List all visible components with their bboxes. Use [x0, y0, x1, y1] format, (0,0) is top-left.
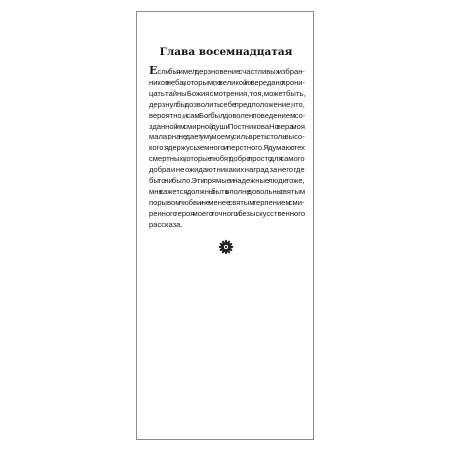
text-line-5: вероятно, и сам Бог был доволен поведением со- — [149, 110, 305, 120]
text-line-8: кого: я держусь земного и перстного. Я думаю о тех — [149, 143, 305, 153]
text-line-9: смертных, которые любят добро просто для самого — [149, 154, 305, 164]
text-line-7: мала; она не дает уму моему силы зреть столь высо- — [149, 132, 305, 142]
chapter-body-text — [149, 66, 305, 231]
text-line-3: цать тайны Божия смотрения, то я, может быть, — [149, 88, 305, 98]
text-line-10: добра и не ожидают никаких наград за него где — [149, 165, 305, 175]
text-line-14: ренного героя моего точного и безыскусственного — [149, 208, 305, 218]
text-line-12: мне кажется, должны быть вполне довольны святым — [149, 186, 305, 196]
flower-ornament-icon — [218, 239, 234, 255]
text-line-1 — [149, 66, 305, 78]
text-line-2: ников неба, которым, по великой их вере, дано прони- — [149, 77, 305, 87]
text-line-1-content: сли бы я имел дерзновение счастливых избран- — [157, 67, 305, 76]
text-line-13: порывом любви и не менее святым терпением сми- — [149, 197, 305, 207]
text-line-15: рассказа. — [149, 219, 183, 229]
text-line-6: зданной им смирной души Постникова. Но вера моя — [149, 121, 305, 131]
text-line-4: дерзнул бы дозволить себе предположение, что, — [149, 99, 305, 109]
book-page — [136, 11, 314, 440]
drop-cap: Е — [149, 66, 158, 77]
chapter-title: Глава восемнадцатая — [159, 46, 293, 58]
text-line-11: бы то ни было. Эти прямые и надежные люди тоже, — [149, 176, 305, 186]
